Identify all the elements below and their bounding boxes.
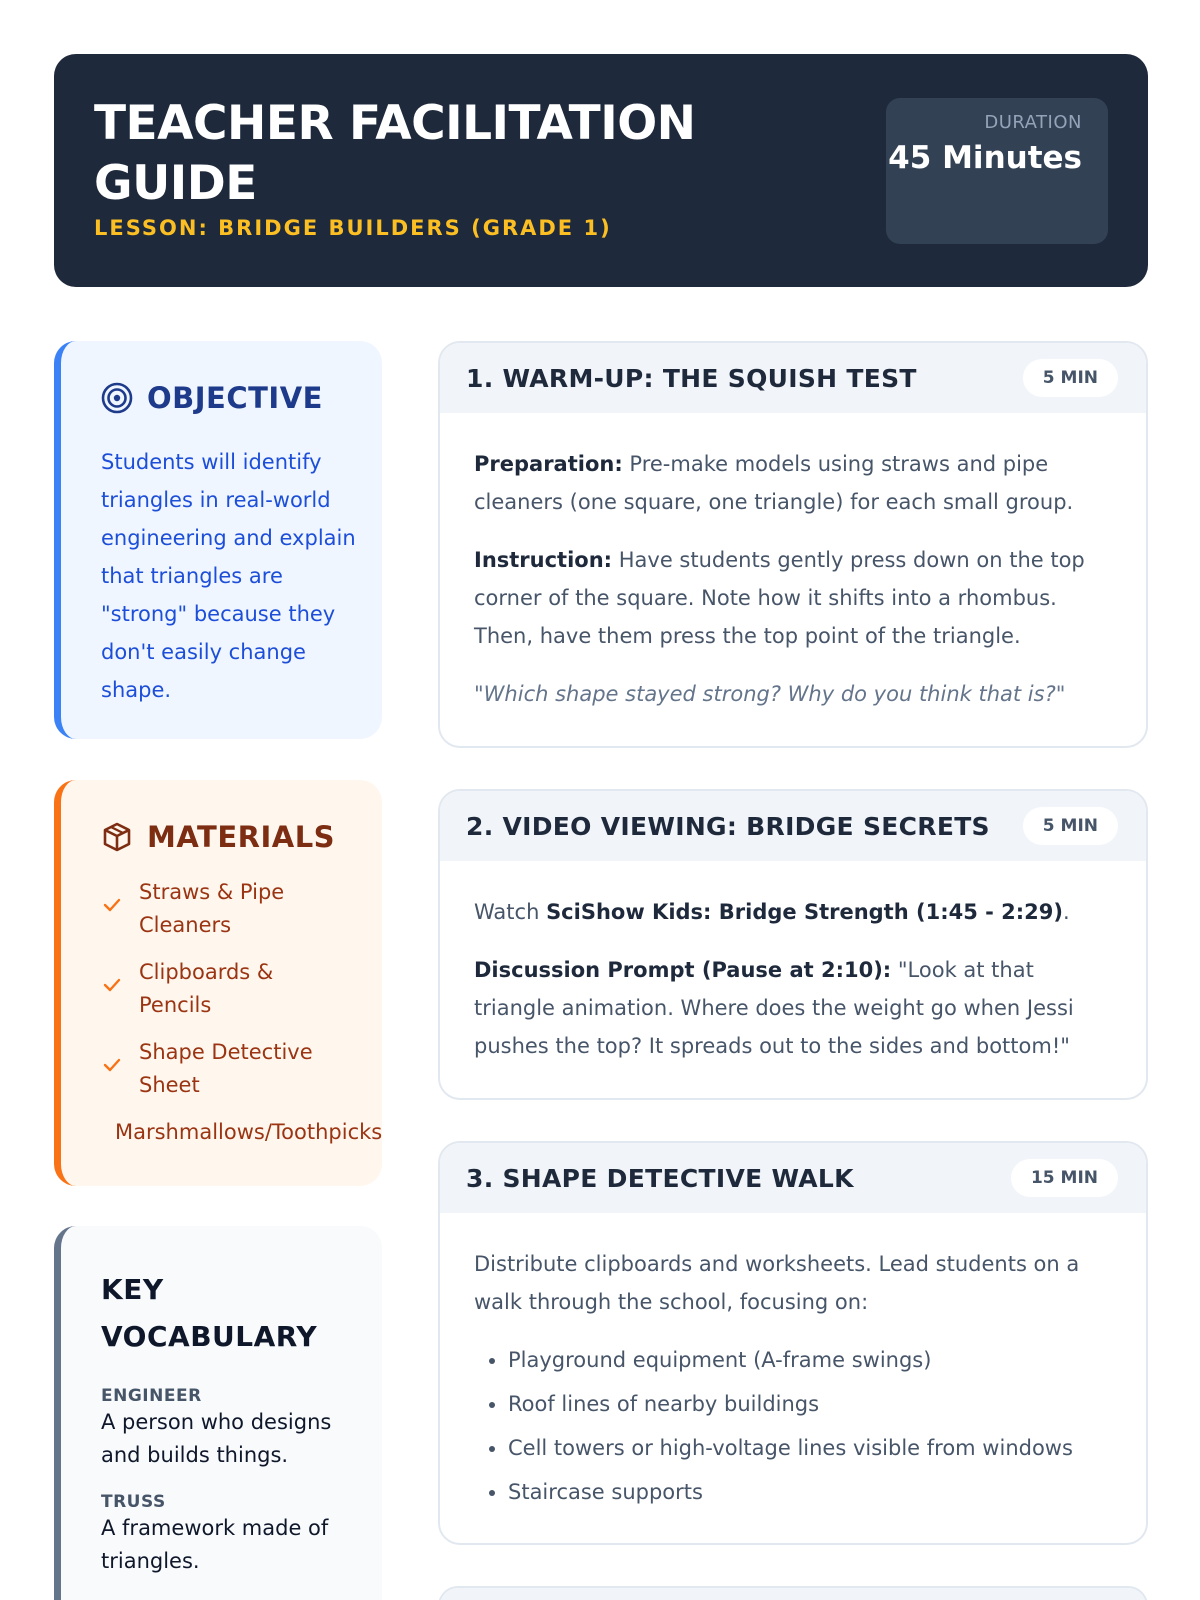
vocabulary-heading: KEY VOCABULARY — [101, 1273, 318, 1353]
lesson-subtitle: LESSON: BRIDGE BUILDERS (GRADE 1) — [94, 216, 612, 240]
step-header — [440, 1588, 1146, 1600]
step-card-warmup — [438, 341, 1148, 748]
objective-text: Students will identify triangles in real-world engineering and explain that triangles are "strong" because they don't easily change shape. — [101, 450, 356, 702]
duration-label: DURATION — [984, 112, 1082, 133]
duration-value: 45 Minutes — [888, 140, 1082, 176]
list-item: • Playground equipment (A-frame swings) — [508, 1341, 1112, 1379]
prompt-label: Discussion Prompt (Pause at 2:10): — [474, 958, 892, 982]
prompt-paragraph — [474, 951, 1112, 1065]
step-body — [440, 1213, 1146, 1511]
target-icon — [101, 382, 133, 414]
list-item — [101, 1116, 401, 1149]
objective-heading — [101, 381, 358, 415]
list-item: • Cell towers or high-voltage lines visible from windows — [508, 1429, 1112, 1467]
step-header — [440, 343, 1146, 413]
step-card-next — [438, 1586, 1148, 1600]
list-item — [101, 956, 351, 1022]
preparation-paragraph — [474, 445, 1112, 521]
duration-box — [886, 98, 1108, 244]
step-title: 3. SHAPE DETECTIVE WALK — [466, 1163, 854, 1193]
material-label: Marshmallows/Toothpicks — [115, 1120, 383, 1144]
vocab-definition: A person who designs and builds things. — [101, 1410, 332, 1467]
vocab-term: ENGINEER — [101, 1386, 202, 1406]
duration-badge: 5 MIN — [1023, 807, 1118, 845]
watch-prefix: Watch — [474, 900, 547, 924]
check-icon — [103, 1058, 121, 1072]
instruction-paragraph — [474, 541, 1112, 655]
page-title: TEACHER FACILITATION GUIDE — [94, 96, 696, 211]
materials-heading — [101, 820, 358, 854]
step-body — [440, 413, 1146, 713]
walk-intro: Distribute clipboards and worksheets. Lead students on a walk through the school, focusing on: — [474, 1252, 1080, 1314]
vocabulary-card — [54, 1226, 382, 1600]
box-icon — [101, 821, 133, 853]
objective-card — [54, 341, 382, 739]
duration-badge: 5 MIN — [1023, 359, 1118, 397]
step-body — [440, 861, 1146, 1065]
prompt-text: "Look at that triangle animation. Where does the weight go when Jessi pushes the top? It spreads out to the sides and bottom!" — [474, 958, 1074, 1058]
instruction-label: Instruction: — [474, 548, 613, 572]
check-icon — [103, 898, 121, 912]
watch-paragraph — [474, 893, 1112, 931]
material-label: Straws & Pipe Cleaners — [139, 880, 285, 937]
duration-badge: 15 MIN — [1011, 1159, 1118, 1197]
materials-list — [101, 876, 383, 1149]
materials-card — [54, 780, 382, 1186]
instruction-text: Have students gently press down on the top corner of the square. Note how it shifts into a rhombus. Then, have them press the top point of the triangle. — [474, 548, 1085, 648]
objective-heading-label: OBJECTIVE — [147, 381, 323, 415]
vocab-term: TRUSS — [101, 1492, 166, 1512]
step-card-walk — [438, 1141, 1148, 1545]
walk-focus-list — [474, 1341, 1112, 1511]
preparation-label: Preparation: — [474, 452, 623, 476]
preparation-text: Pre-make models using straws and pipe cleaners (one square, one triangle) for each small group. — [474, 452, 1074, 514]
step-header — [440, 791, 1146, 861]
step-title: 2. VIDEO VIEWING: BRIDGE SECRETS — [466, 811, 990, 841]
video-title: SciShow Kids: Bridge Strength (1:45 - 2:29) — [546, 900, 1063, 924]
material-label: Clipboards & Pencils — [139, 960, 274, 1017]
header-banner — [54, 54, 1148, 287]
list-item: • Staircase supports — [508, 1473, 1112, 1511]
list-item — [101, 876, 351, 942]
list-item: • Roof lines of nearby buildings — [508, 1385, 1112, 1423]
check-icon — [103, 978, 121, 992]
material-label: Shape Detective Sheet — [139, 1040, 313, 1097]
materials-heading-label: MATERIALS — [147, 820, 336, 854]
step-title: 1. WARM-UP: THE SQUISH TEST — [466, 363, 917, 393]
step-card-video — [438, 789, 1148, 1100]
vocab-definition: A framework made of triangles. — [101, 1516, 329, 1573]
step-header — [440, 1143, 1146, 1213]
list-item — [101, 1036, 351, 1102]
discussion-quote: "Which shape stayed strong? Why do you think that is?" — [474, 682, 1066, 706]
watch-suffix: . — [1062, 900, 1070, 924]
